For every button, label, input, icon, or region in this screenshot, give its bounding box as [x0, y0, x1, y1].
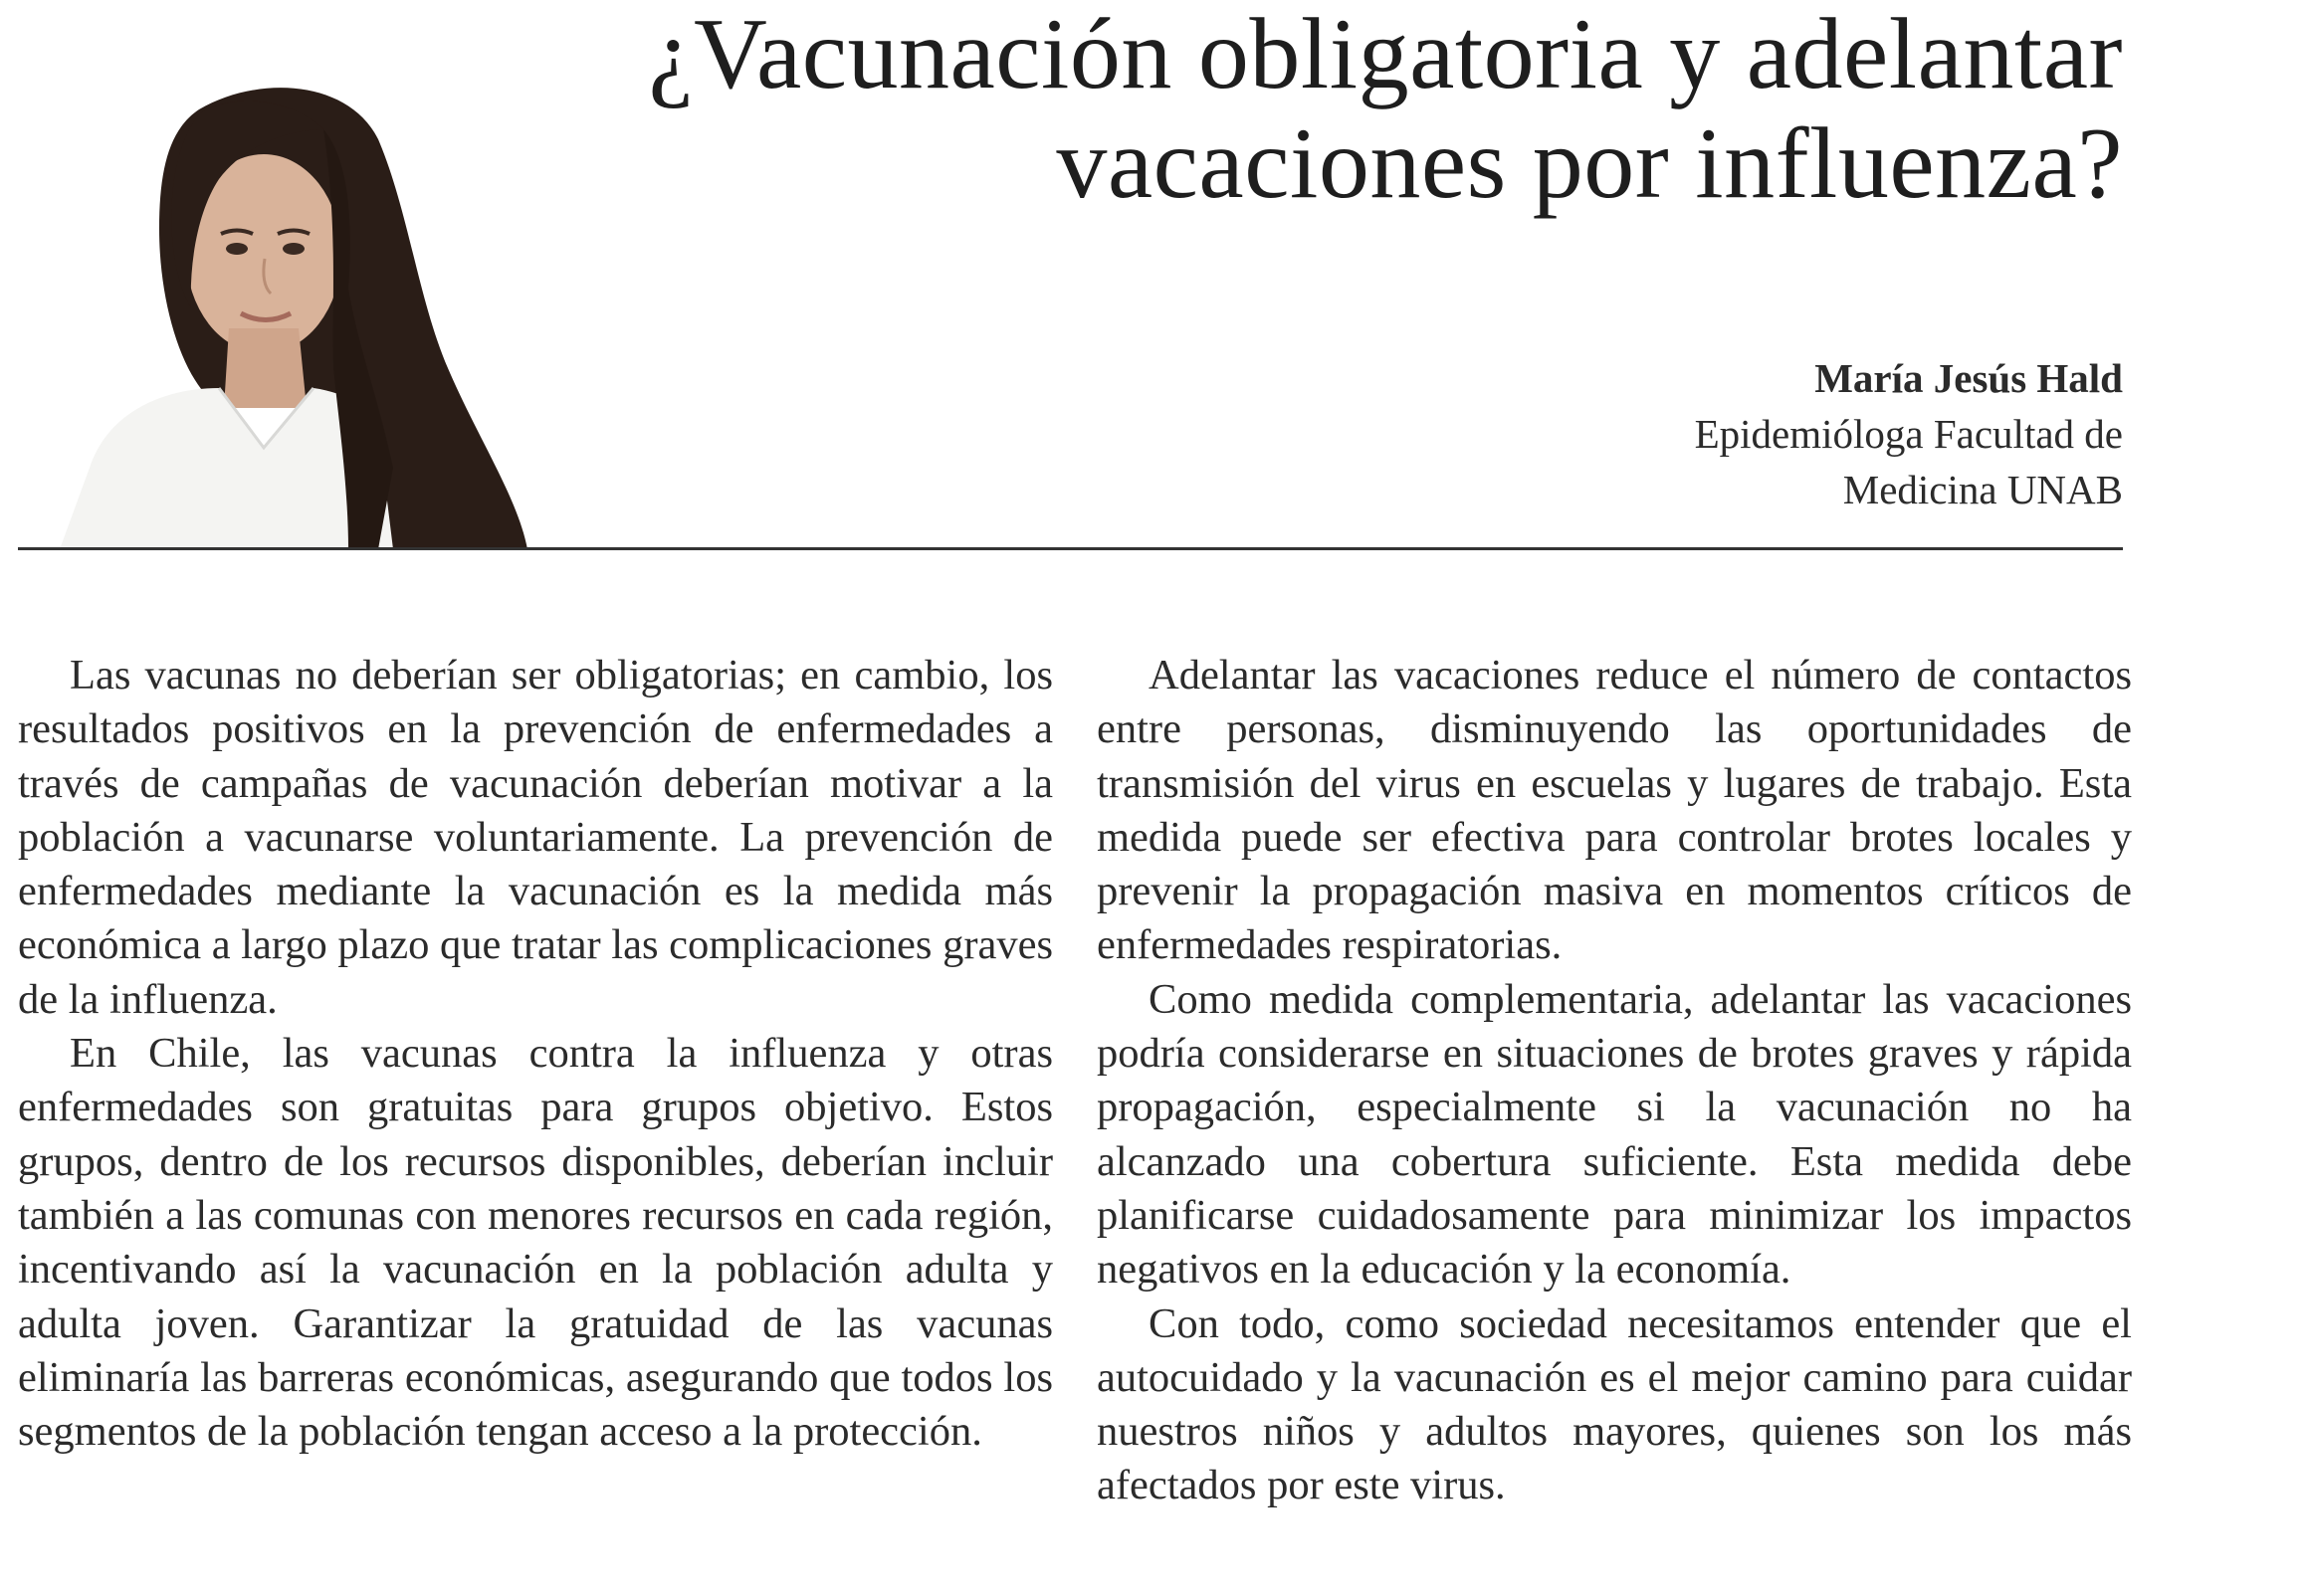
paragraph: Como medida complementaria, adelantar las vacaciones podría considerarse en situaciones de brotes graves y rápida propagación, especialmente si la vacunación no ha alcanzado una cobertura suficiente. Esta medida debe planificarse cuidadosamente para minimizar los impactos negativos en la educación y la economía.	[1097, 975, 2132, 1294]
paragraph: Las vacunas no deberían ser obligatorias; en cambio, los resultados positivos en la prevención de enfermedades a través de campañas de vacunación deberían motivar a la población a vacunarse voluntariamente. La prevención de enfermedades mediante la vacunación es la medida más económica a largo plazo que tratar las complicaciones graves de la influenza.	[18, 652, 1054, 1023]
author-name: María Jesús Hald	[1814, 355, 2123, 401]
headline-line-1: ¿Vacunación obligatoria y adelantar	[648, 0, 2123, 110]
header-divider	[18, 547, 2123, 550]
headline-line-2: vacaciones por influenza?	[1056, 107, 2123, 220]
byline	[1426, 350, 2123, 517]
paragraph: Adelantar las vacaciones reduce el número de contactos entre personas, disminuyendo las oportunidades de transmisión del virus en escuelas y lugares de trabajo. Esta medida puede ser efectiva para controlar brotes locales y prevenir la propagación masiva en momentos críticos de enfermedades respiratorias.	[1097, 652, 2132, 969]
paragraph: Con todo, como sociedad necesitamos entender que el autocuidado y la vacunación es el mejor camino para cuidar nuestros niños y adultos mayores, quienes son los más afectados por este virus.	[1097, 1299, 2132, 1509]
author-role-line-2: Medicina UNAB	[1842, 467, 2123, 512]
body-column-right	[1097, 649, 2132, 1513]
body-column-left	[18, 649, 1053, 1459]
headline	[431, 0, 2123, 219]
author-role-line-1: Epidemióloga Facultad de	[1694, 411, 2123, 457]
paragraph: En Chile, las vacunas contra la influenza y otras enfermedades son gratuitas para grupos objetivo. Estos grupos, dentro de los recursos disponibles, deberían incluir también a las comunas con menores recursos en cada región, incentivando así la vacunación en la población adulta y adulta joven. Garantizar la gratuidad de las vacunas eliminaría las barreras económicas, asegurando que todos los segmentos de la población tengan acceso a la protección.	[18, 1030, 1053, 1456]
